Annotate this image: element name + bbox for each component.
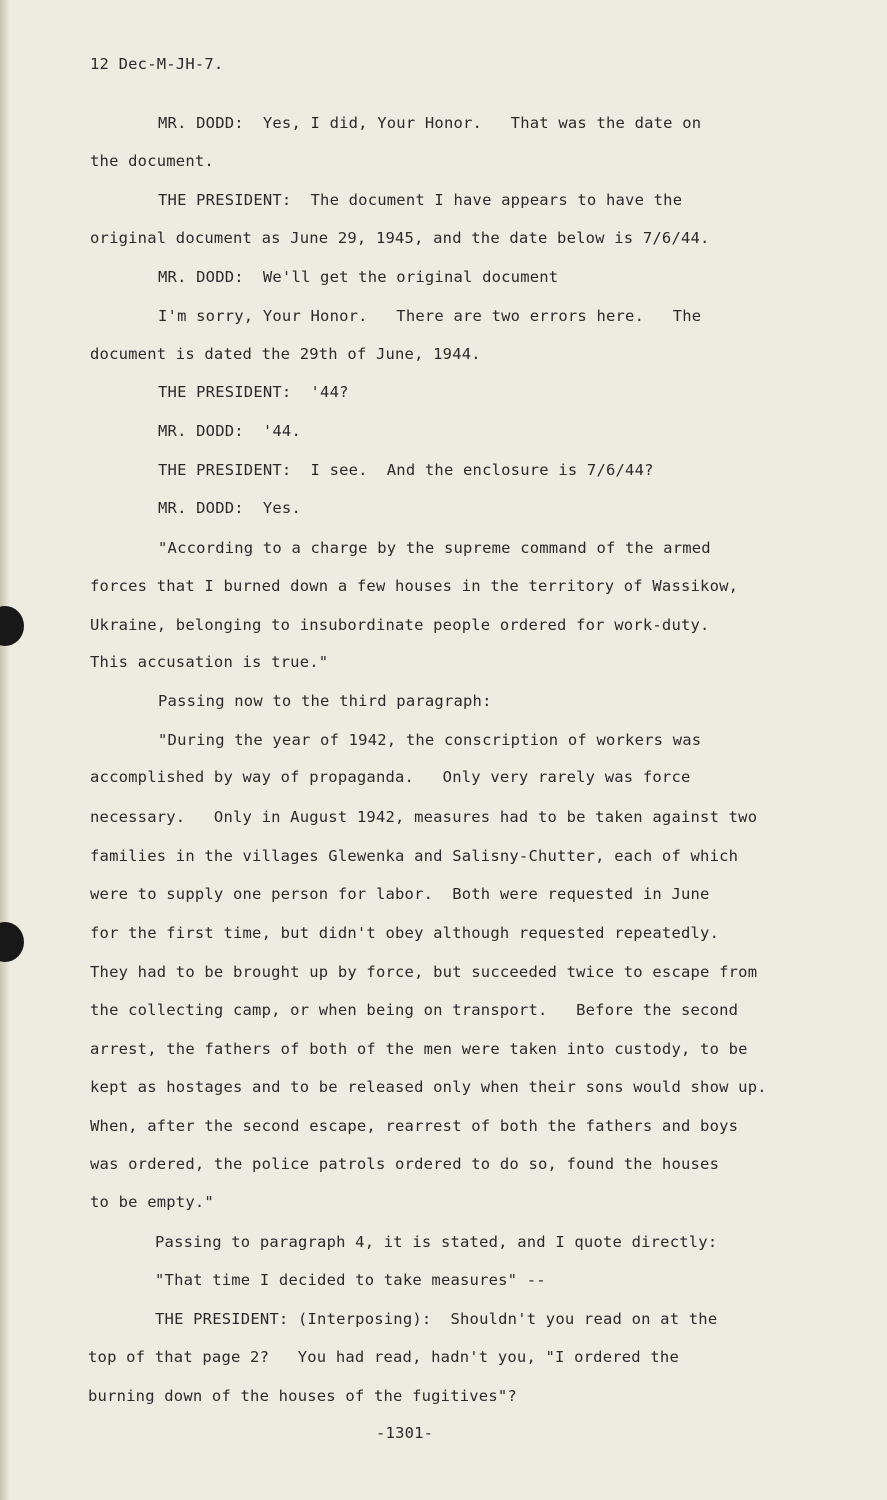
punch-hole-top <box>0 606 24 646</box>
transcript-line: top of that page 2? You had read, hadn't you, "I ordered the <box>88 1348 679 1366</box>
transcript-line: was ordered, the police patrols ordered to do so, found the houses <box>90 1155 720 1173</box>
transcript-line: forces that I burned down a few houses in the territory of Wassikow, <box>90 577 739 595</box>
transcript-line: kept as hostages and to be released only when their sons would show up. <box>90 1078 767 1096</box>
punch-hole-bottom <box>0 922 24 962</box>
transcript-line: "According to a charge by the supreme command of the armed <box>158 539 711 557</box>
page-edge-shadow <box>0 0 10 1500</box>
transcript-line: were to supply one person for labor. Both were requested in June <box>90 885 710 903</box>
transcript-line: I'm sorry, Your Honor. There are two errors here. The <box>158 307 702 325</box>
transcript-line: necessary. Only in August 1942, measures had to be taken against two <box>90 808 758 826</box>
transcript-line: THE PRESIDENT: The document I have appears to have the <box>158 191 683 209</box>
transcript-line: MR. DODD: Yes. <box>158 499 301 517</box>
page-number: -1301- <box>376 1424 434 1442</box>
transcript-line: THE PRESIDENT: '44? <box>158 383 349 401</box>
transcript-line: "During the year of 1942, the conscription of workers was <box>158 731 702 749</box>
transcript-line: Passing to paragraph 4, it is stated, and I quote directly: <box>155 1233 718 1251</box>
transcript-line: document is dated the 29th of June, 1944. <box>90 345 481 363</box>
transcript-line: the collecting camp, or when being on transport. Before the second <box>90 1001 739 1019</box>
transcript-line: arrest, the fathers of both of the men were taken into custody, to be <box>90 1040 748 1058</box>
transcript-line: When, after the second escape, rearrest of both the fathers and boys <box>90 1117 739 1135</box>
transcript-line: families in the villages Glewenka and Salisny-Chutter, each of which <box>90 847 739 865</box>
transcript-line: MR. DODD: We'll get the original document <box>158 268 559 286</box>
transcript-line: They had to be brought up by force, but succeeded twice to escape from <box>90 963 758 981</box>
transcript-line: Passing now to the third paragraph: <box>158 692 492 710</box>
transcript-line: THE PRESIDENT: I see. And the enclosure is 7/6/44? <box>158 461 654 479</box>
transcript-line: for the first time, but didn't obey although requested repeatedly. <box>90 924 720 942</box>
transcript-line: burning down of the houses of the fugitives"? <box>88 1387 517 1405</box>
transcript-line: original document as June 29, 1945, and the date below is 7/6/44. <box>90 229 710 247</box>
transcript-line: MR. DODD: Yes, I did, Your Honor. That was the date on <box>158 114 702 132</box>
transcript-line: accomplished by way of propaganda. Only very rarely was force <box>90 768 691 786</box>
transcript-line: Ukraine, belonging to insubordinate people ordered for work-duty. <box>90 616 710 634</box>
transcript-line: the document. <box>90 152 214 170</box>
transcript-line: "That time I decided to take measures" -- <box>155 1271 546 1289</box>
document-reference: 12 Dec-M-JH-7. <box>90 55 224 73</box>
transcript-line: MR. DODD: '44. <box>158 422 301 440</box>
transcript-line: to be empty." <box>90 1193 214 1211</box>
transcript-line: This accusation is true." <box>90 653 329 671</box>
transcript-line: THE PRESIDENT: (Interposing): Shouldn't you read on at the <box>155 1310 718 1328</box>
